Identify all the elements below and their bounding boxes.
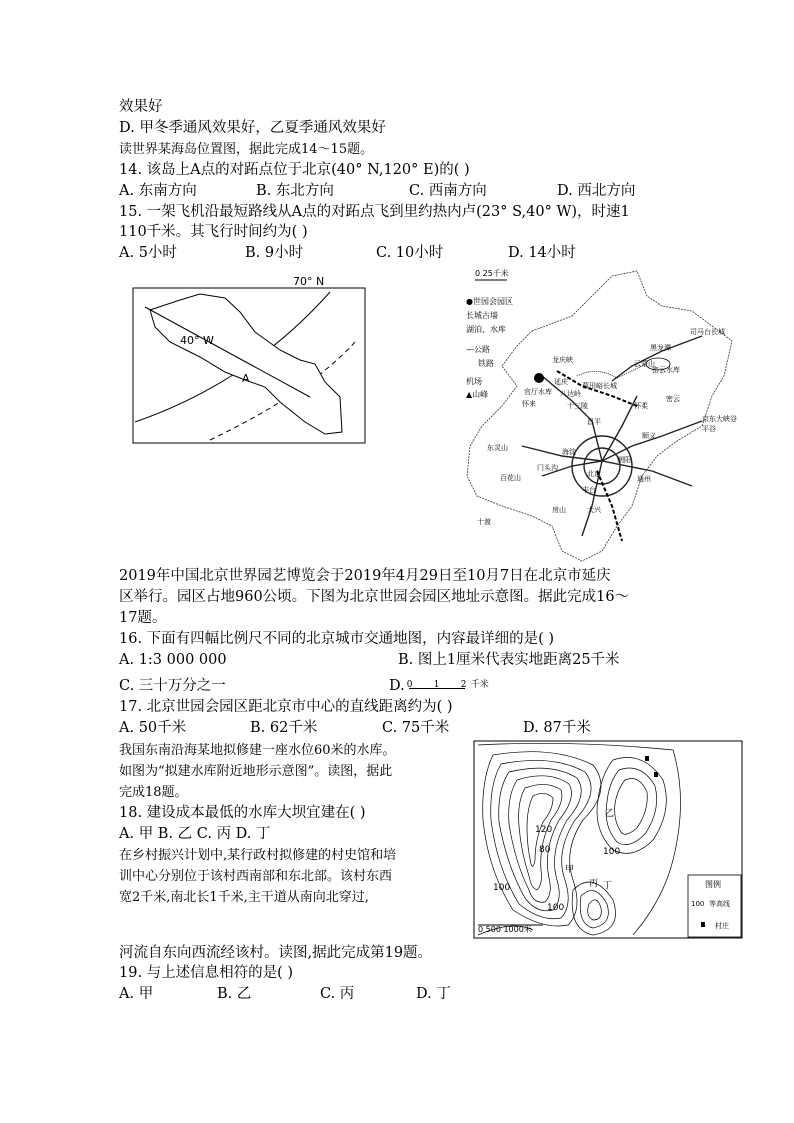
place-shisanling: 十三陵 xyxy=(567,402,588,410)
legend-contour-value: 100 xyxy=(691,900,705,908)
place-mentougou: 门头沟 xyxy=(537,464,558,472)
q19-d[interactable]: D. 丁 xyxy=(416,986,451,1002)
site-jia: 甲 xyxy=(565,865,575,875)
place-fengtai: 丰台 xyxy=(582,486,596,494)
place-donglingshan: 东灵山 xyxy=(487,444,508,452)
beijing-map xyxy=(462,266,738,566)
contour-map xyxy=(473,740,743,940)
place-changping: 昌平 xyxy=(587,418,601,426)
place-shunyi: 顺义 xyxy=(642,432,656,440)
place-huailai: 怀来 xyxy=(522,400,536,408)
intro-14-15: 读世界某海岛位置图，据此完成14～15题。 xyxy=(119,142,374,157)
intro-16-17-2: 区举行。园区占地960公顷。下图为北京世园会园区地址示意图。据此完成16～ xyxy=(119,589,630,605)
contour-label-100c: 100 xyxy=(547,903,565,913)
contour-label-120: 120 xyxy=(535,825,553,835)
contour-label-100a: 100 xyxy=(603,847,621,857)
legend-6: ▲山峰 xyxy=(466,390,489,399)
legend-title: 图例 xyxy=(705,880,721,889)
beijing-scale: 0 25千米 xyxy=(475,269,509,278)
intro-19-1: 在乡村振兴计划中,某行政村拟修建的村史馆和培 xyxy=(119,848,397,863)
intro-19-3: 宽2千米,南北长1千米,主干道从南向北穿过, xyxy=(119,890,369,905)
q19-b[interactable]: B. 乙 xyxy=(217,986,252,1002)
contour-label-100b: 100 xyxy=(493,883,511,893)
q19-stem: 19. 与上述信息相符的是( ) xyxy=(119,965,294,981)
legend-village: 村庄 xyxy=(715,922,729,930)
line-1: 效果好 xyxy=(119,99,163,115)
legend-1: 长城古墙 xyxy=(466,311,498,320)
q15-stem-2: 110千米。其飞行时间约为( ) xyxy=(119,224,308,240)
place-pinggu: 平谷 xyxy=(702,425,716,433)
intro-16-17-1: 2019年中国北京世界园艺博览会于2019年4月29日至10月7日在北京市延庆 xyxy=(119,568,611,584)
intro-18-3: 完成18题。 xyxy=(119,785,188,800)
q18-options[interactable]: A. 甲 B. 乙 C. 丙 D. 丁 xyxy=(119,826,271,842)
place-jingdong: 京东大峡谷 xyxy=(702,415,737,423)
q17-a[interactable]: A. 50千米 xyxy=(119,720,187,736)
place-longqingxia: 龙庆峡 xyxy=(552,356,573,364)
q19-a[interactable]: A. 甲 xyxy=(119,986,154,1002)
legend-0: ●世园会园区 xyxy=(466,297,513,306)
q17-stem: 17. 北京世园会园区距北京市中心的直线距离约为( ) xyxy=(119,699,453,715)
legend-5: 机场 xyxy=(466,377,482,386)
q13-option-d[interactable]: D. 甲冬季通风效果好，乙夏季通风效果好 xyxy=(119,120,386,136)
place-simatai: 司马台长城 xyxy=(690,328,725,336)
intro-16-17-3: 17题。 xyxy=(119,610,167,626)
q15-stem-1: 15. 一架飞机沿最短路线从A点的对跖点飞到里约热内卢(23° S,40° W)，时速1 xyxy=(119,204,630,220)
lon-label: 40° W xyxy=(180,334,214,347)
lat-label: 70° N xyxy=(293,275,325,288)
place-yanqing: 延庆 xyxy=(554,378,568,386)
place-miyun-reservoir: 密云水库 xyxy=(652,366,680,374)
q14-options xyxy=(119,181,635,201)
q16-options-row1 xyxy=(119,650,620,670)
place-mutianyu: 慕田峪长城 xyxy=(582,382,617,390)
q15-options xyxy=(119,243,576,263)
q15-c[interactable]: C. 10小时 xyxy=(376,245,444,261)
q14-d[interactable]: D. 西北方向 xyxy=(557,183,636,199)
q16-a[interactable]: A. 1:3 000 000 xyxy=(119,652,227,668)
q15-a[interactable]: A. 5小时 xyxy=(119,245,177,261)
place-daxing: 大兴 xyxy=(587,506,601,514)
q16-b[interactable]: B. 图上1厘米代表实地距离25千米 xyxy=(398,652,620,668)
point-a: A xyxy=(242,372,250,385)
place-beijing: 北京 xyxy=(587,470,601,478)
place-fangshan: 房山 xyxy=(552,506,566,514)
contour-label-80: 80 xyxy=(539,845,551,855)
place-guanting: 官厅水库 xyxy=(524,388,552,396)
legend-4: 铁路 xyxy=(478,359,494,368)
intro-18-1: 我国东南沿海某地拟修建一座水位60米的水库。 xyxy=(119,743,396,758)
place-yunmengshan: 云蒙山 xyxy=(634,360,655,368)
place-heilongtan: 黑龙潭 xyxy=(650,344,671,352)
legend-2: 湖泊、水库 xyxy=(466,325,506,334)
q17-c[interactable]: C. 75千米 xyxy=(382,720,450,736)
q19-options xyxy=(119,984,451,1004)
place-baihuashan: 百花山 xyxy=(500,474,521,482)
legend-contour: 等高线 xyxy=(709,900,730,908)
place-badaling: 八达岭 xyxy=(560,390,581,398)
q17-d[interactable]: D. 87千米 xyxy=(523,720,591,736)
site-yi: 乙 xyxy=(605,809,615,819)
legend-3: —公路 xyxy=(466,345,490,354)
q14-b[interactable]: B. 东北方向 xyxy=(256,183,334,199)
q14-c[interactable]: C. 西南方向 xyxy=(409,183,487,199)
place-haidian: 海淀 xyxy=(562,448,576,456)
island-map xyxy=(130,272,370,447)
site-bing: 丙 xyxy=(589,879,599,889)
q16-d[interactable]: D. xyxy=(389,678,405,694)
place-tongzhou: 通州 xyxy=(637,475,651,483)
q14-stem: 14. 该岛上A点的对跖点位于北京(40° N,120° E)的( ) xyxy=(119,162,470,178)
q17-b[interactable]: B. 62千米 xyxy=(250,720,318,736)
q16-c[interactable]: C. 三十万分之一 xyxy=(119,678,226,694)
q17-options xyxy=(119,718,591,738)
q16-options-row2 xyxy=(119,676,489,696)
q16-scale-bar: 0 1 2 千米 xyxy=(406,680,489,690)
q19-c[interactable]: C. 丙 xyxy=(320,986,355,1002)
place-shidu: 十渡 xyxy=(477,518,491,526)
contour-scale: 0 500 1000米 xyxy=(478,925,532,934)
q14-a[interactable]: A. 东南方向 xyxy=(119,183,197,199)
intro-18-2: 如图为“拟建水库附近地形示意图”。读图，据此 xyxy=(119,764,393,779)
place-huairou: 怀柔 xyxy=(634,402,648,410)
q15-d[interactable]: D. 14小时 xyxy=(508,245,576,261)
q15-b[interactable]: B. 9小时 xyxy=(245,245,304,261)
intro-19-4: 河流自东向西流经该村。读图,据此完成第19题。 xyxy=(119,945,433,961)
intro-19-2: 训中心分别位于该村西南部和东北部。该村东西 xyxy=(119,869,393,884)
place-miyun: 密云 xyxy=(666,395,680,403)
place-chaoyang: 朝阳 xyxy=(617,456,631,464)
q18-stem: 18. 建设成本最低的水库大坝宜建在( ) xyxy=(119,805,366,821)
site-ding: 丁 xyxy=(603,881,613,891)
q16-stem: 16. 下面有四幅比例尺不同的北京城市交通地图，内容最详细的是( ) xyxy=(119,631,555,647)
